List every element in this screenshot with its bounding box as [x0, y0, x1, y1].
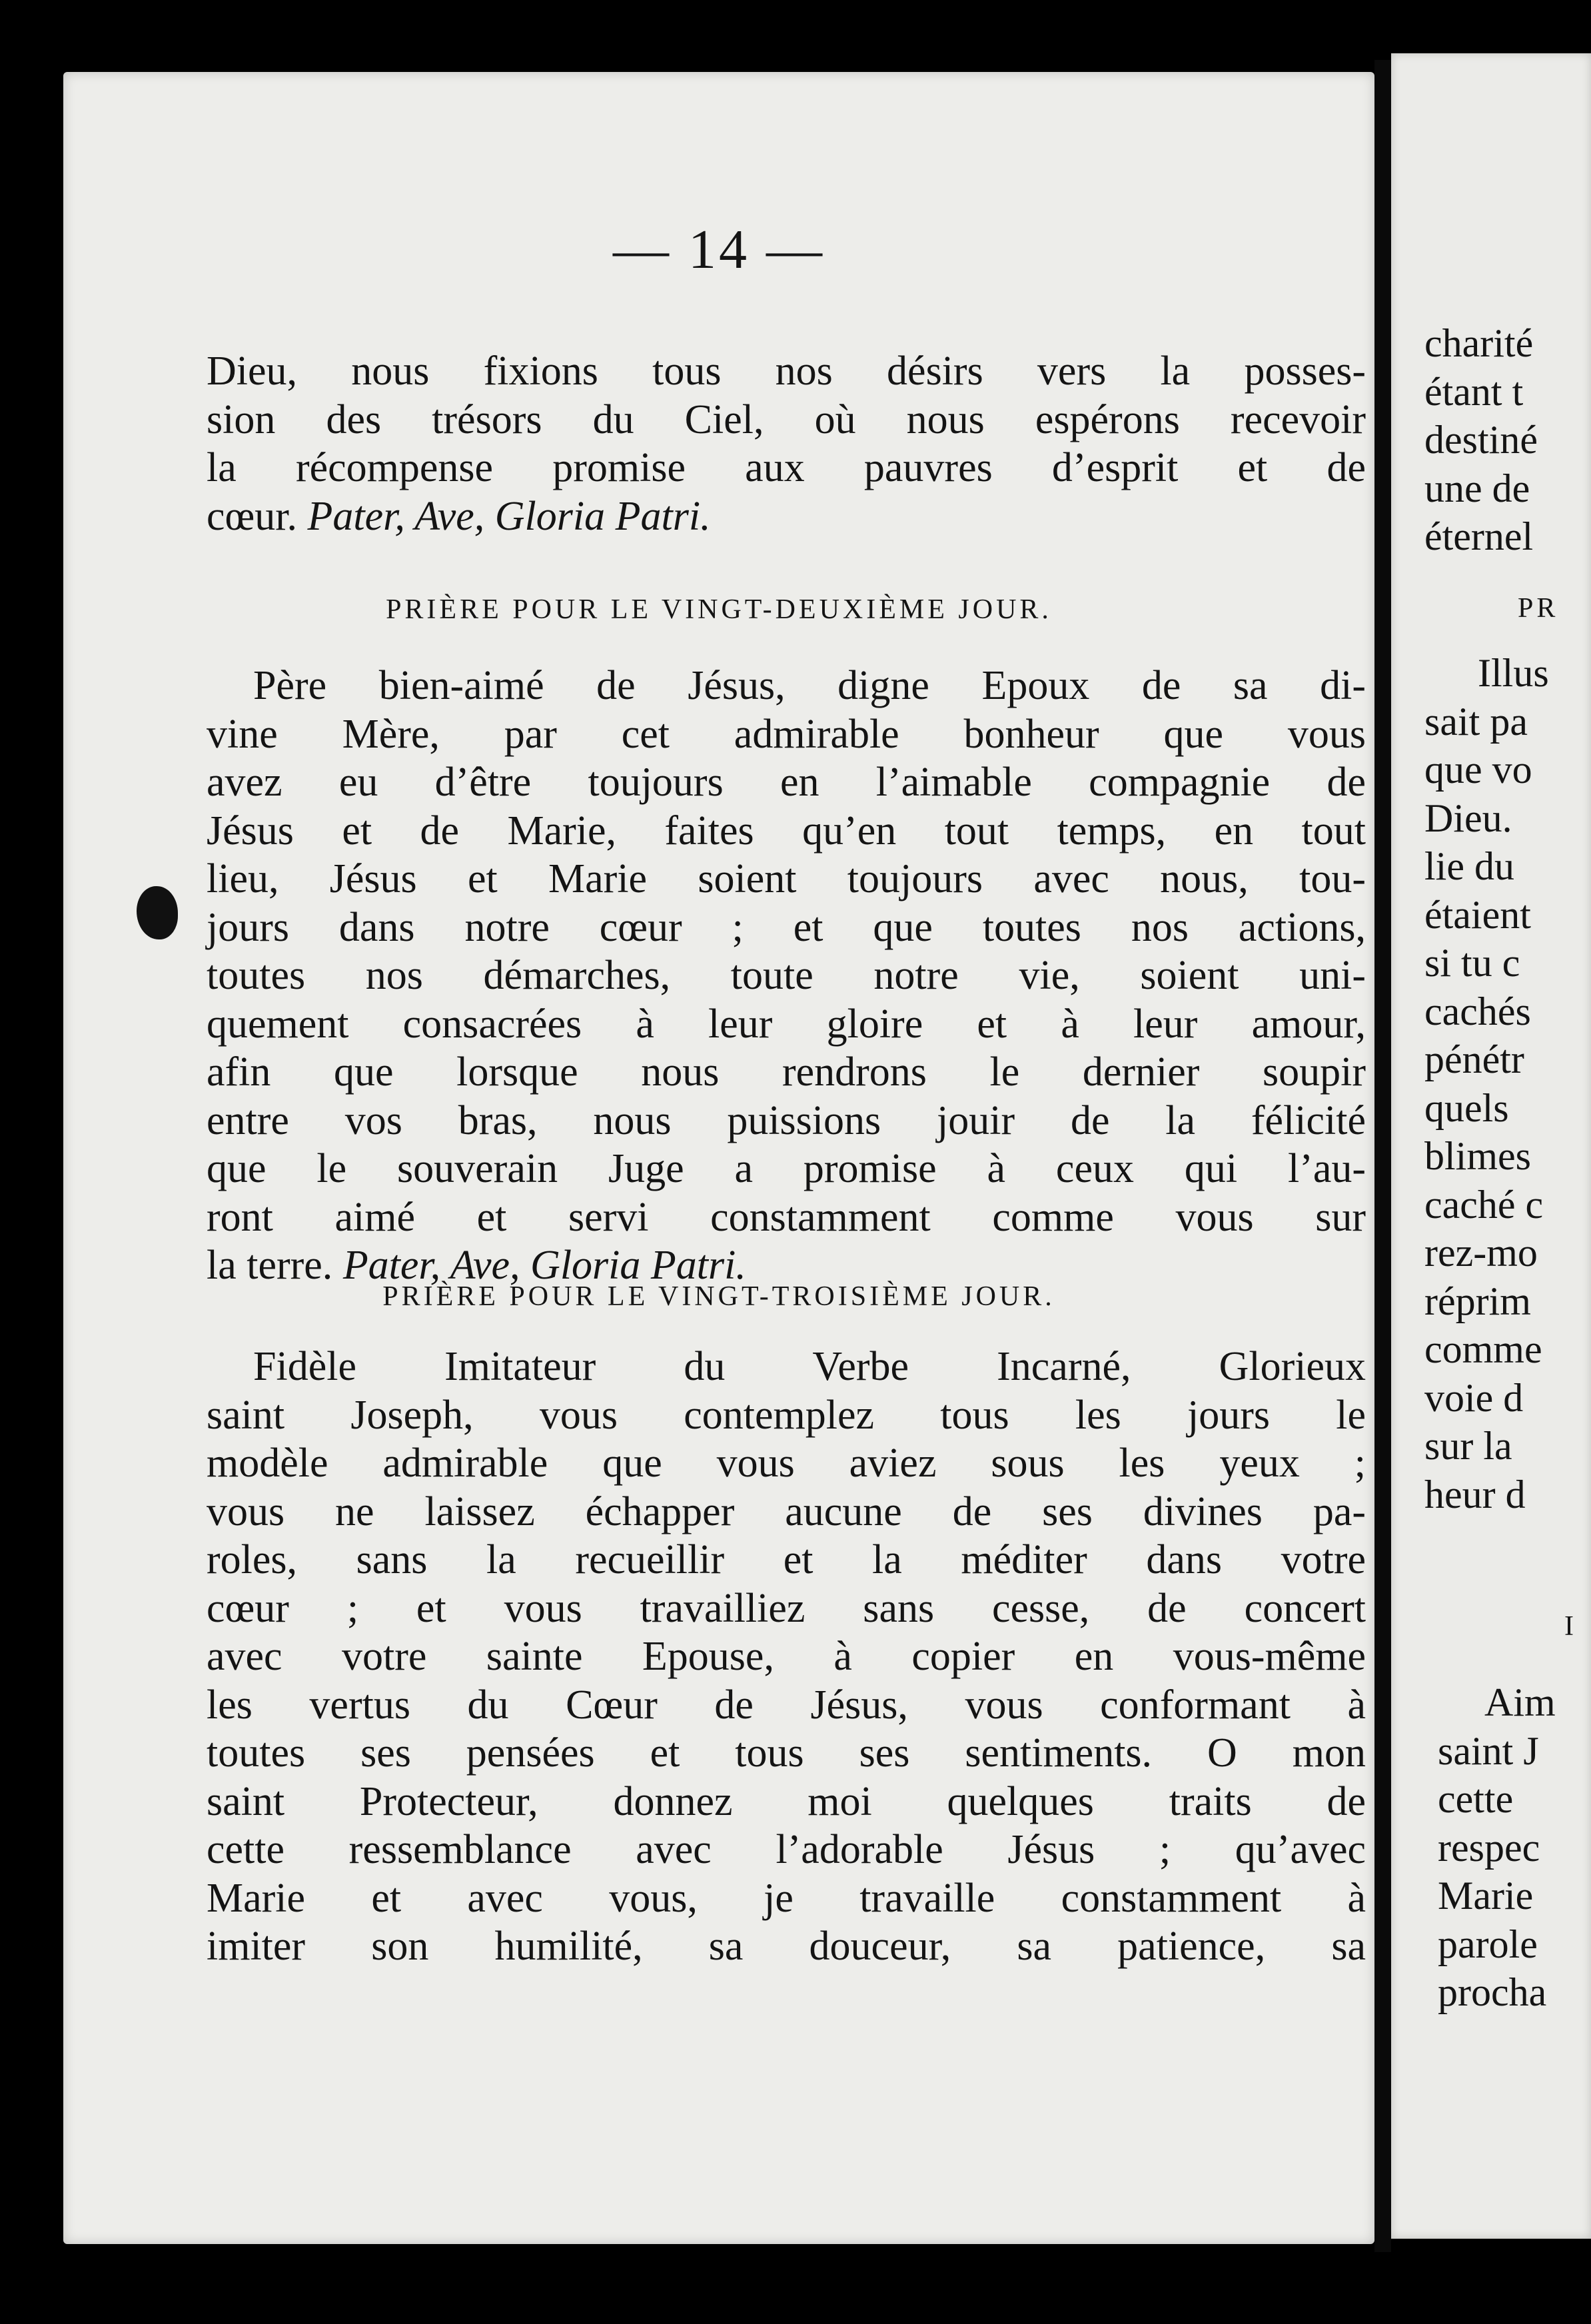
- text-line-cropped: quels: [1424, 1085, 1509, 1130]
- text-line-cropped: sait pa: [1424, 699, 1528, 744]
- text-line-cropped: voie d: [1424, 1375, 1524, 1420]
- text-line-cropped: respec: [1438, 1825, 1540, 1870]
- text-line: Fidèle Imitateur du Verbe Incarné, Glorieux: [253, 1344, 1366, 1389]
- text-line-last: [207, 493, 711, 539]
- text-line-cropped: si tu c: [1424, 941, 1520, 985]
- text-line-cropped: caché c: [1424, 1182, 1544, 1227]
- right-page-cropped: [1391, 53, 1591, 2239]
- text-line: avez eu d’être toujours en l’aimable compagnie de: [207, 760, 1366, 805]
- book-gutter: [1374, 60, 1391, 2252]
- text-line: Jésus et de Marie, faites qu’en tout temps, en tout: [207, 808, 1366, 854]
- text-line-cropped: procha: [1438, 1970, 1547, 2014]
- text-line-cropped: réprim: [1424, 1279, 1531, 1323]
- text-line-cropped: blimes: [1424, 1134, 1531, 1178]
- text-line-cropped: pénétr: [1424, 1037, 1524, 1081]
- text-line-cropped: Dieu.: [1424, 796, 1512, 840]
- text-line: ront aimé et servi constamment comme vous sur: [207, 1194, 1366, 1240]
- text-line: entre vos bras, nous puissions jouir de la félicité: [207, 1097, 1366, 1143]
- text-line: toutes ses pensées et tous ses sentiments. O mon: [207, 1730, 1366, 1776]
- text-line-last: [207, 1245, 746, 1286]
- text-line: Père bien-aimé de Jésus, digne Epoux de sa di-: [253, 663, 1366, 708]
- text-line: modèle admirable que vous aviez sous les yeux ;: [207, 1441, 1366, 1486]
- text-line: imiter son humilité, sa douceur, sa patience, sa: [207, 1924, 1366, 1969]
- text-line-cropped: charité: [1424, 321, 1534, 365]
- text-line: saint Protecteur, donnez moi quelques traits de: [207, 1778, 1366, 1824]
- page-number: — 14 —: [613, 219, 825, 281]
- text-line: vine Mère, par cet admirable bonheur que vous: [207, 711, 1366, 757]
- text-line: Marie et avec vous, je travaille constamment à: [207, 1875, 1366, 1921]
- text-line: Dieu, nous fixions tous nos désirs vers la posses-: [207, 348, 1366, 394]
- text-line: jours dans notre cœur ; et que toutes nos actions,: [207, 904, 1366, 950]
- text-line-cropped: rez-mo: [1424, 1231, 1538, 1275]
- text-line-cropped: Marie: [1438, 1874, 1534, 1918]
- ink-blot: [137, 886, 178, 939]
- section-heading-cropped: I: [1564, 1611, 1577, 1642]
- text-line-cropped: Illus: [1478, 651, 1549, 695]
- text-line-cropped: sur la: [1424, 1424, 1512, 1468]
- text-line: lieu, Jésus et Marie soient toujours avec nous, tou-: [207, 856, 1366, 901]
- text-line-cropped: Aim: [1484, 1680, 1556, 1724]
- text-line: les vertus du Cœur de Jésus, vous conformant à: [207, 1682, 1366, 1728]
- text-line: afin que lorsque nous rendrons le dernier soupir: [207, 1049, 1366, 1095]
- text-line: roles, sans la recueillir et la méditer dans votre: [207, 1537, 1366, 1582]
- text-line: saint Joseph, vous contemplez tous les jours le: [207, 1392, 1366, 1438]
- section-heading: PRIÈRE POUR LE VINGT-DEUXIÈME JOUR.: [386, 594, 1052, 625]
- text-line-cropped: destiné: [1424, 418, 1538, 462]
- text-line: la récompense promise aux pauvres d’esprit et de: [207, 445, 1366, 490]
- section-heading-cropped: PR: [1518, 593, 1559, 624]
- text-line: cœur ; et vous travailliez sans cesse, de concert: [207, 1585, 1366, 1631]
- left-page: [63, 72, 1374, 2244]
- text-line: cette ressemblance avec l’adorable Jésus ; qu’avec: [207, 1827, 1366, 1872]
- doxology-italic: Pater, Ave, Gloria Patri.: [342, 1243, 746, 1288]
- text-span: cœur.: [207, 493, 298, 539]
- section-heading: PRIÈRE POUR LE VINGT-TROISIÈME JOUR.: [382, 1281, 1055, 1312]
- text-line-cropped: saint J: [1438, 1728, 1539, 1773]
- doxology-italic: Pater, Ave, Gloria Patri.: [307, 493, 711, 539]
- text-line-cropped: étant t: [1424, 369, 1524, 414]
- text-line: sion des trésors du Ciel, où nous espérons recevoir: [207, 396, 1366, 442]
- text-line: que le souverain Juge a promise à ceux qui l’au-: [207, 1146, 1366, 1191]
- text-line-cropped: parole: [1438, 1922, 1538, 1966]
- text-line: toutes nos démarches, toute notre vie, soient uni-: [207, 953, 1366, 998]
- text-line: quement consacrées à leur gloire et à leur amour,: [207, 1001, 1366, 1047]
- text-line: avec votre sainte Epouse, à copier en vous-même: [207, 1634, 1366, 1679]
- text-span: la terre.: [207, 1243, 333, 1288]
- text-line-cropped: une de: [1424, 466, 1530, 510]
- text-line-cropped: lie du: [1424, 844, 1514, 888]
- text-line-cropped: heur d: [1424, 1472, 1526, 1516]
- text-line-cropped: cachés: [1424, 989, 1531, 1033]
- text-line-cropped: comme: [1424, 1327, 1542, 1371]
- text-line: vous ne laissez échapper aucune de ses divines pa-: [207, 1488, 1366, 1534]
- text-line-cropped: que vo: [1424, 748, 1532, 792]
- text-line-cropped: cette: [1438, 1777, 1514, 1821]
- text-line-cropped: étaient: [1424, 892, 1531, 937]
- text-line-cropped: éternel: [1424, 514, 1534, 558]
